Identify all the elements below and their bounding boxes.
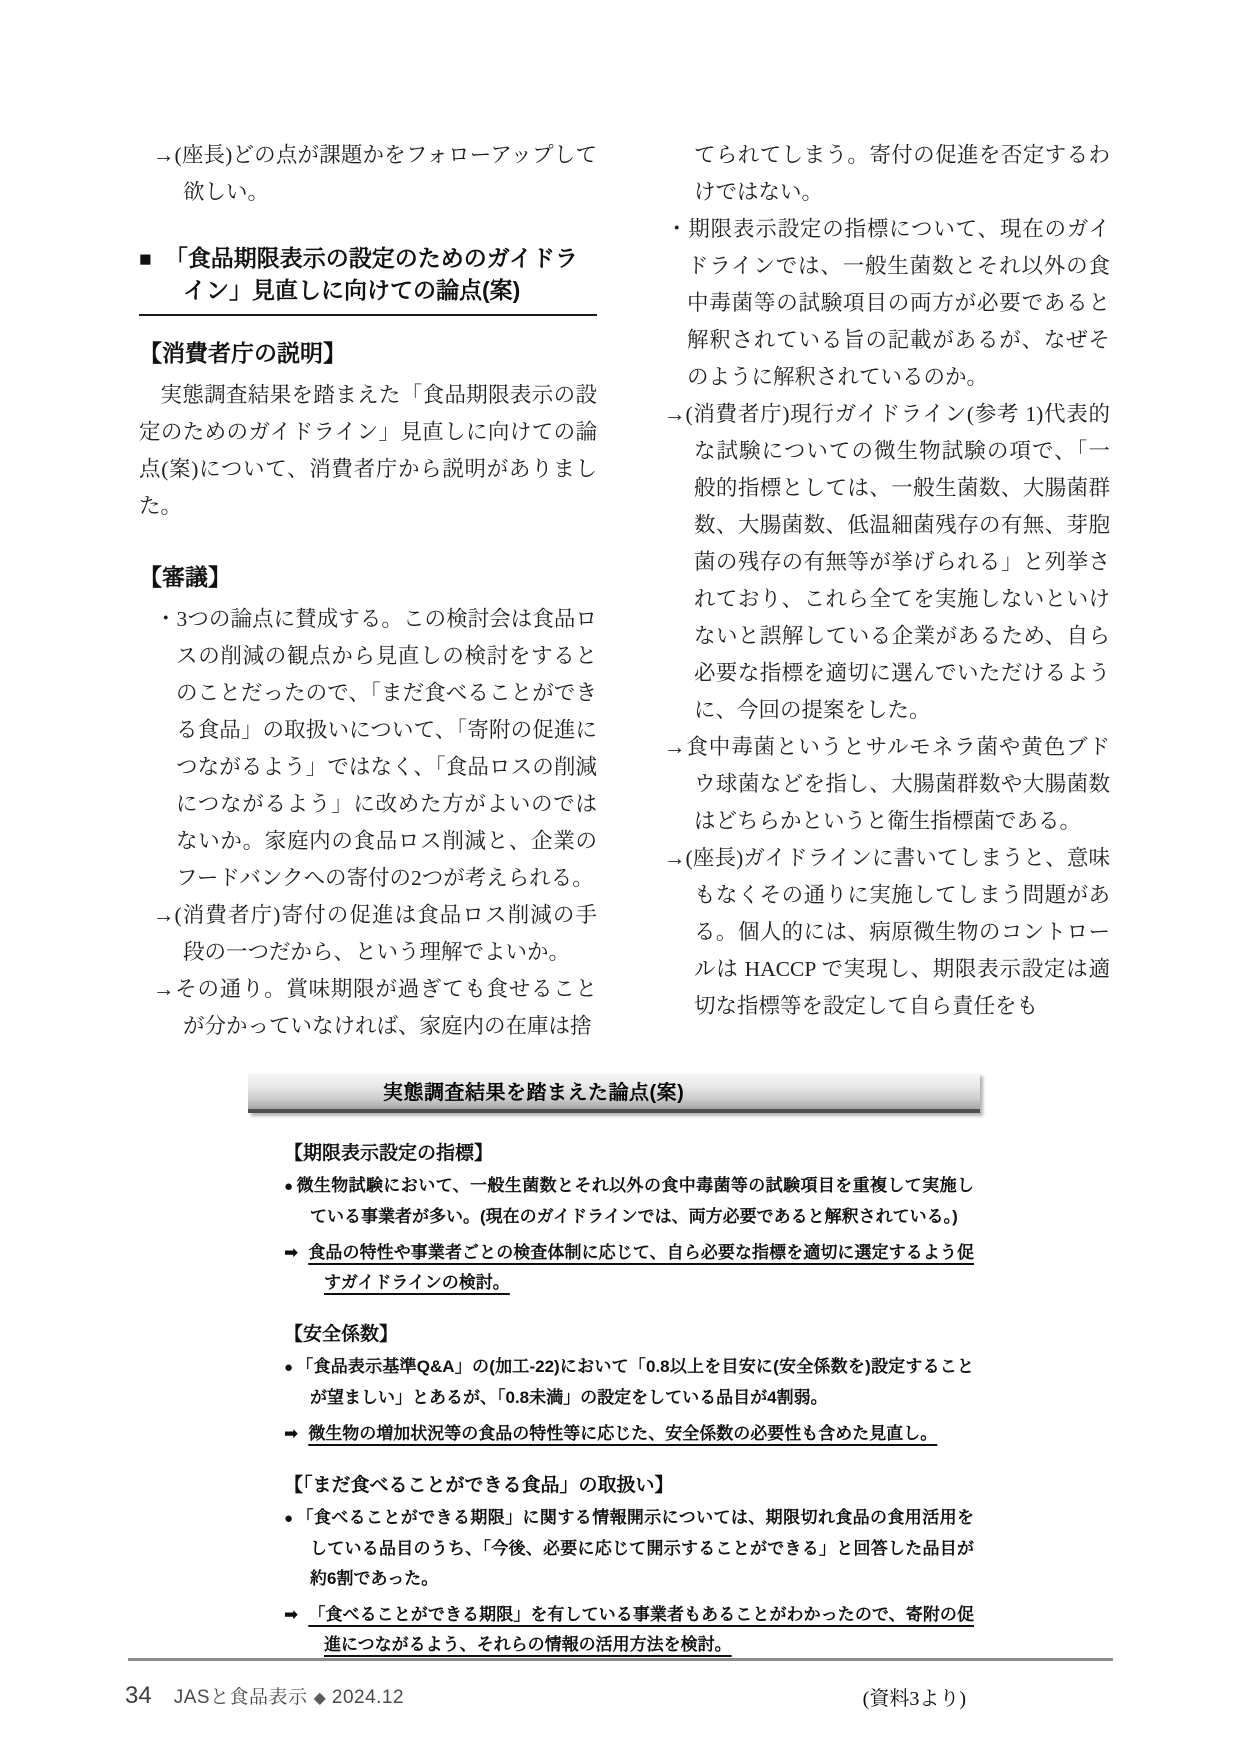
summary-section-heading: 【「まだ食べることができる食品」の取扱い】 xyxy=(284,1475,674,1496)
square-bullet-icon: ■ xyxy=(139,248,152,271)
summary-finding xyxy=(284,1352,974,1413)
circle-bullet-icon: ● xyxy=(284,1178,294,1195)
chair-followup-note: →(座長)どの点が課題かをフォローアップして欲しい。 xyxy=(153,143,597,204)
diamond-icon: ◆ xyxy=(313,1690,326,1707)
consumer-agency-explanation: 実態調査結果を踏まえた「食品期限表示の設定のためのガイドライン」見直しに向けての論点(案)について、消費者庁から説明がありました。 xyxy=(139,383,597,518)
chair-guideline-concern: →(座長)ガイドラインに書いてしまうと、意味もなくその通りに実施してしまう問題がある。個人的には、病原微生物のコントロールは HACCP で実現し、期限表示設定は適切な指標等を設定して自ら責任をも xyxy=(664,846,1110,1018)
source-note: (資料3より) xyxy=(862,1688,966,1710)
consumer-agency-reply: →(消費者庁)寄付の促進は食品ロス削減の手段の一つだから、という理解でよいか。 xyxy=(153,903,597,964)
article-section-heading xyxy=(139,243,597,316)
deliberation-opinion: ・3つの論点に賛成する。この検討会は食品ロスの削減の観点から見直しの検討をするとのことだったので、「まだ食べることができる食品」の取扱いについて、「寄附の促進につながるよう」ではなく、「食品ロスの削減につながるよう」に改めた方がよいのではないか。家庭内の食品ロス削減と、企業のフードバンクへの寄付の2つが考えられる。 xyxy=(155,607,597,890)
article-section-heading-text: 「食品期限表示の設定のためのガイドライン」見直しに向けての論点(案) xyxy=(164,245,578,303)
right-arrow-icon: ➡ xyxy=(284,1243,299,1262)
deliberation-label: 【審議】 xyxy=(139,564,231,590)
indicator-question: ・期限表示設定の指標について、現在のガイドラインでは、一般生菌数とそれ以外の食中毒菌等の試験項目の両方が必要であると解釈されている旨の記載があるが、なぜそのように解釈されているのか。 xyxy=(666,217,1110,389)
issue-date: 2024.12 xyxy=(331,1687,405,1708)
speaker-reply-continuation: てられてしまう。寄付の促進を否定するわけではない。 xyxy=(694,143,1110,204)
summary-finding xyxy=(284,1171,974,1232)
summary-finding xyxy=(284,1503,974,1594)
survey-summary-box xyxy=(248,1073,980,1731)
speaker-reply: →その通り。賞味期限が過ぎても食せることが分かっていなければ、家庭内の在庫は捨 xyxy=(153,977,597,1038)
summary-action xyxy=(284,1238,974,1298)
left-column xyxy=(139,137,597,1045)
summary-title: 実態調査結果を踏まえた論点(案) xyxy=(383,1082,685,1104)
summary-title-bar xyxy=(248,1073,980,1113)
page-footer xyxy=(125,1682,404,1710)
right-arrow-icon: ➡ xyxy=(284,1605,299,1624)
summary-section-edible-food xyxy=(284,1471,974,1660)
summary-action-text: 「食べることができる期限」を有している事業者もあることがわかったので、寄附の促進につながるよう、それらの情報の活用方法を検討。 xyxy=(308,1605,974,1654)
summary-action xyxy=(284,1419,974,1449)
summary-section-safety-factor xyxy=(284,1320,974,1449)
summary-action-text: 食品の特性や事業者ごとの検査体制に応じて、自ら必要な指標を適切に選定するよう促すガイドラインの検討。 xyxy=(308,1243,974,1292)
consumer-agency-label: 【消費者庁の説明】 xyxy=(139,340,346,366)
circle-bullet-icon: ● xyxy=(284,1510,294,1527)
right-arrow-icon: ➡ xyxy=(284,1424,299,1443)
pathogen-indicator-note: →食中毒菌というとサルモネラ菌や黄色ブドウ球菌などを指し、大腸菌群数や大腸菌数はどちらかというと衛生指標菌である。 xyxy=(664,735,1110,833)
consumer-agency-guideline-answer: →(消費者庁)現行ガイドライン(参考 1)代表的な試験についての微生物試験の項で、「一般的指標としては、一般生菌数、大腸菌群数、大腸菌数、低温細菌残存の有無、芽胞菌の残存の有無等が挙げられる」と列挙されており、これら全てを実施しないといけないと誤解している企業があるため、自ら必要な指標を適切に選んでいただけるように、今回の提案をした。 xyxy=(664,402,1110,722)
summary-section-heading: 【期限表示設定の指標】 xyxy=(284,1143,494,1164)
summary-content xyxy=(248,1113,980,1711)
journal-title: JASと食品表示 xyxy=(173,1687,308,1708)
summary-finding-text: 微生物試験において、一般生菌数とそれ以外の食中毒菌等の試験項目を重複して実施している事業者が多い。(現在のガイドラインでは、両方必要であると解釈されている。) xyxy=(296,1176,974,1226)
summary-section-indicator xyxy=(284,1139,974,1298)
summary-action-text: 微生物の増加状況等の食品の特性等に応じた、安全係数の必要性も含めた見直し。 xyxy=(308,1424,938,1443)
circle-bullet-icon: ● xyxy=(284,1359,294,1376)
summary-finding-text: 「食品表示基準Q&A」の(加工-22)において「0.8以上を目安に(安全係数を)設定することが望ましい」とあるが、「0.8未満」の設定をしている品目が4割弱。 xyxy=(296,1357,975,1407)
page-number: 34 xyxy=(125,1682,152,1709)
summary-section-heading: 【安全係数】 xyxy=(284,1324,399,1345)
footer-divider xyxy=(128,1658,1113,1661)
summary-finding-text: 「食べることができる期限」に関する情報開示については、期限切れ食品の食用活用をしている品目のうち、「今後、必要に応じて開示することができる」と回答した品目が約6割であった。 xyxy=(296,1508,974,1588)
summary-action xyxy=(284,1600,974,1660)
right-column xyxy=(650,137,1110,1025)
